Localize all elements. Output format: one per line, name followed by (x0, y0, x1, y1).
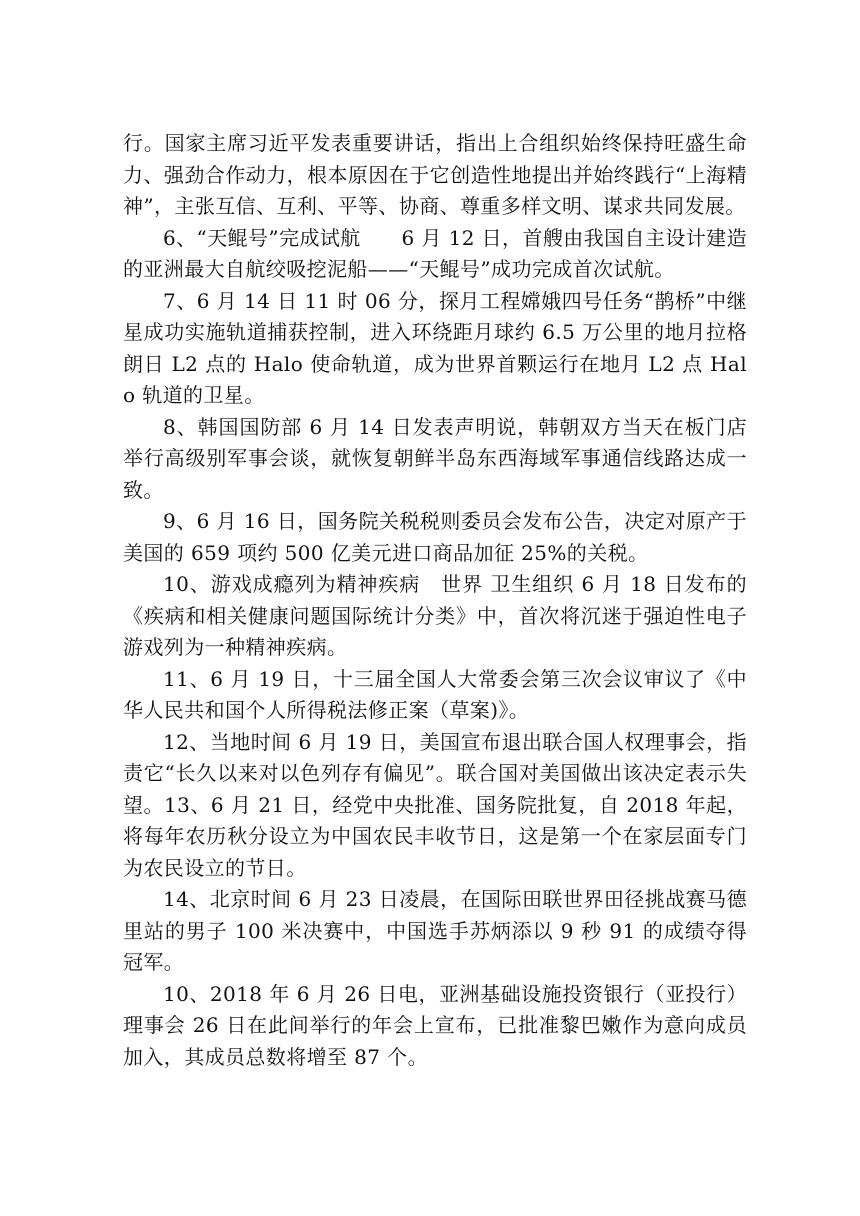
document-body (123, 128, 747, 1073)
paragraph-item-8: 8、韩国国防部 6 月 14 日发表声明说，韩朝双方当天在板门店举行高级别军事会谈，就恢复朝鲜半岛东西海域军事通信线路达成一致。 (123, 414, 747, 502)
paragraph-item-10: 10、游戏成瘾列为精神疾病 世界 卫生组织 6 月 18 日发布的《疾病和相关健康问题国际统计分类》中，首次将沉迷于强迫性电子游戏列为一种精神疾病。 (123, 572, 747, 659)
paragraph-item-11: 11、6 月 19 日，十三届全国人大常委会第三次会议审议了《中华人民共和国个人所得税法修正案（草案)》。 (123, 666, 747, 722)
paragraph-item-12-13: 12、当地时间 6 月 19 日，美国宣布退出联合国人权理事会，指责它“长久以来对以色列存有偏见”。联合国对美国做出该决定表示失望。13、6 月 21 日，经党中央批准、国务院批复，自 2018 年起，将每年农历秋分设立为中国农民丰收节日，这是第一个在家层面专门为农民设立的节日。 (123, 729, 747, 880)
paragraph-sco-summit-continuation: 行。国家主席习近平发表重要讲话，指出上合组织始终保持旺盛生命力、强劲合作动力，根本原因在于它创造性地提出并始终践行“上海精神”，主张互信、互利、平等、协商、尊重多样文明、谋求共同发展。 (123, 131, 747, 218)
paragraph-item-14: 14、北京时间 6 月 23 日凌晨，在国际田联世界田径挑战赛马德里站的男子 100 米决赛中，中国选手苏炳添以 9 秒 91 的成绩夺得冠军。 (123, 887, 747, 974)
paragraph-item-6: 6、“天鲲号”完成试航 6 月 12 日，首艘由我国自主设计建造的亚洲最大自航绞吸挖泥船——“天鲲号”成功完成首次试航。 (123, 225, 747, 281)
paragraph-item-7: 7、6 月 14 日 11 时 06 分，探月工程嫦娥四号任务“鹊桥”中继星成功实施轨道捕获控制，进入环绕距月球约 6.5 万公里的地月拉格朗日 L2 点的 Halo 使命轨道，成为世界首颗运行在地月 L2 点 Halo 轨道的卫星。 (123, 288, 747, 407)
paragraph-item-9: 9、6 月 16 日，国务院关税税则委员会发布公告，决定对原产于美国的 659 项约 500 亿美元进口商品加征 25%的关税。 (123, 509, 747, 565)
paragraph-item-aiib: 10、2018 年 6 月 26 日电，亚洲基础设施投资银行（亚投行）理事会 26 日在此间举行的年会上宣布，已批准黎巴嫩作为意向成员加入，其成员总数将增至 87 个。 (123, 981, 747, 1069)
